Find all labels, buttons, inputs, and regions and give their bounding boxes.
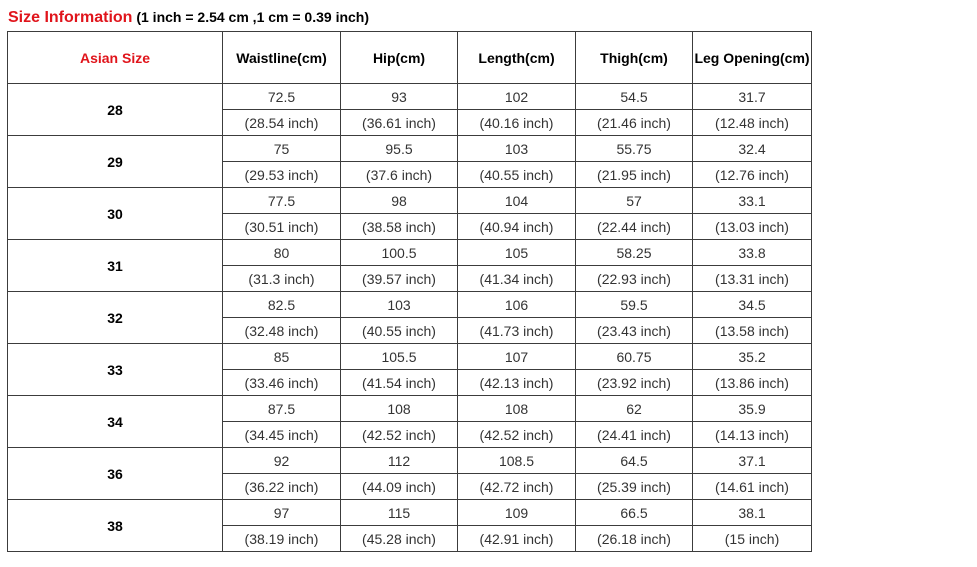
leg-opening-inch-cell: (14.61 inch) [693,474,812,500]
leg-opening-cm-cell: 37.1 [693,448,812,474]
length-inch-cell: (42.52 inch) [458,422,576,448]
hip-inch-cell: (40.55 inch) [341,318,458,344]
length-cm-cell: 104 [458,188,576,214]
waistline-inch-cell: (36.22 inch) [223,474,341,500]
size-cell: 34 [8,396,223,448]
thigh-cm-cell: 58.25 [576,240,693,266]
length-cm-cell: 108.5 [458,448,576,474]
leg-opening-cm-cell: 35.2 [693,344,812,370]
waistline-inch-cell: (33.46 inch) [223,370,341,396]
waistline-cm-cell: 80 [223,240,341,266]
size-info-title [8,7,369,28]
hip-inch-cell: (39.57 inch) [341,266,458,292]
thigh-cm-cell: 57 [576,188,693,214]
size-cell: 36 [8,448,223,500]
table-row [8,448,812,474]
waistline-inch-cell: (32.48 inch) [223,318,341,344]
size-cell: 29 [8,136,223,188]
hip-inch-cell: (44.09 inch) [341,474,458,500]
leg-opening-inch-cell: (15 inch) [693,526,812,552]
leg-opening-cm-cell: 38.1 [693,500,812,526]
waistline-cm-cell: 92 [223,448,341,474]
leg-opening-inch-cell: (13.58 inch) [693,318,812,344]
thigh-inch-cell: (25.39 inch) [576,474,693,500]
leg-opening-cm-cell: 35.9 [693,396,812,422]
waistline-cm-cell: 82.5 [223,292,341,318]
thigh-inch-cell: (22.93 inch) [576,266,693,292]
waistline-cm-cell: 85 [223,344,341,370]
hip-inch-cell: (41.54 inch) [341,370,458,396]
waistline-cm-cell: 97 [223,500,341,526]
thigh-cm-cell: 66.5 [576,500,693,526]
hip-inch-cell: (36.61 inch) [341,110,458,136]
thigh-inch-cell: (23.43 inch) [576,318,693,344]
waistline-cm-cell: 87.5 [223,396,341,422]
table-row [8,136,812,162]
header-hip: Hip(cm) [341,32,458,84]
hip-cm-cell: 98 [341,188,458,214]
length-inch-cell: (42.91 inch) [458,526,576,552]
conversion-note: (1 inch = 2.54 cm ,1 cm = 0.39 inch) [132,9,370,25]
hip-cm-cell: 105.5 [341,344,458,370]
header-asian-size: Asian Size [8,32,223,84]
size-cell: 32 [8,292,223,344]
hip-cm-cell: 100.5 [341,240,458,266]
header-leg-opening: Leg Opening(cm) [693,32,812,84]
size-cell: 38 [8,500,223,552]
table-row [8,240,812,266]
length-inch-cell: (40.16 inch) [458,110,576,136]
hip-inch-cell: (45.28 inch) [341,526,458,552]
leg-opening-inch-cell: (13.86 inch) [693,370,812,396]
hip-inch-cell: (42.52 inch) [341,422,458,448]
leg-opening-cm-cell: 33.1 [693,188,812,214]
hip-inch-cell: (38.58 inch) [341,214,458,240]
header-thigh: Thigh(cm) [576,32,693,84]
leg-opening-cm-cell: 32.4 [693,136,812,162]
thigh-inch-cell: (21.46 inch) [576,110,693,136]
length-cm-cell: 105 [458,240,576,266]
leg-opening-inch-cell: (12.48 inch) [693,110,812,136]
header-length: Length(cm) [458,32,576,84]
length-cm-cell: 108 [458,396,576,422]
waistline-inch-cell: (30.51 inch) [223,214,341,240]
length-cm-cell: 107 [458,344,576,370]
size-cell: 28 [8,84,223,136]
thigh-cm-cell: 62 [576,396,693,422]
leg-opening-cm-cell: 34.5 [693,292,812,318]
leg-opening-inch-cell: (13.03 inch) [693,214,812,240]
hip-cm-cell: 93 [341,84,458,110]
leg-opening-inch-cell: (12.76 inch) [693,162,812,188]
length-cm-cell: 103 [458,136,576,162]
waistline-inch-cell: (29.53 inch) [223,162,341,188]
thigh-cm-cell: 64.5 [576,448,693,474]
table-row [8,344,812,370]
thigh-inch-cell: (21.95 inch) [576,162,693,188]
thigh-inch-cell: (26.18 inch) [576,526,693,552]
waistline-inch-cell: (28.54 inch) [223,110,341,136]
waistline-inch-cell: (38.19 inch) [223,526,341,552]
thigh-cm-cell: 55.75 [576,136,693,162]
table-row [8,292,812,318]
hip-cm-cell: 112 [341,448,458,474]
table-row [8,188,812,214]
table-body [8,84,812,552]
size-table [7,31,812,552]
table-row [8,84,812,110]
length-inch-cell: (41.34 inch) [458,266,576,292]
thigh-inch-cell: (23.92 inch) [576,370,693,396]
size-cell: 31 [8,240,223,292]
table-row [8,500,812,526]
thigh-cm-cell: 54.5 [576,84,693,110]
waistline-cm-cell: 77.5 [223,188,341,214]
length-inch-cell: (42.72 inch) [458,474,576,500]
thigh-inch-cell: (24.41 inch) [576,422,693,448]
waistline-inch-cell: (31.3 inch) [223,266,341,292]
hip-cm-cell: 115 [341,500,458,526]
length-inch-cell: (40.94 inch) [458,214,576,240]
leg-opening-inch-cell: (13.31 inch) [693,266,812,292]
size-cell: 30 [8,188,223,240]
size-cell: 33 [8,344,223,396]
waistline-cm-cell: 72.5 [223,84,341,110]
thigh-cm-cell: 60.75 [576,344,693,370]
hip-inch-cell: (37.6 inch) [341,162,458,188]
header-waistline: Waistline(cm) [223,32,341,84]
waistline-cm-cell: 75 [223,136,341,162]
length-inch-cell: (41.73 inch) [458,318,576,344]
length-cm-cell: 102 [458,84,576,110]
header-row [8,32,812,84]
title-main: Size Information [8,9,133,26]
length-inch-cell: (42.13 inch) [458,370,576,396]
hip-cm-cell: 103 [341,292,458,318]
thigh-cm-cell: 59.5 [576,292,693,318]
leg-opening-inch-cell: (14.13 inch) [693,422,812,448]
length-inch-cell: (40.55 inch) [458,162,576,188]
hip-cm-cell: 108 [341,396,458,422]
waistline-inch-cell: (34.45 inch) [223,422,341,448]
leg-opening-cm-cell: 33.8 [693,240,812,266]
length-cm-cell: 109 [458,500,576,526]
thigh-inch-cell: (22.44 inch) [576,214,693,240]
table-row [8,396,812,422]
leg-opening-cm-cell: 31.7 [693,84,812,110]
hip-cm-cell: 95.5 [341,136,458,162]
length-cm-cell: 106 [458,292,576,318]
